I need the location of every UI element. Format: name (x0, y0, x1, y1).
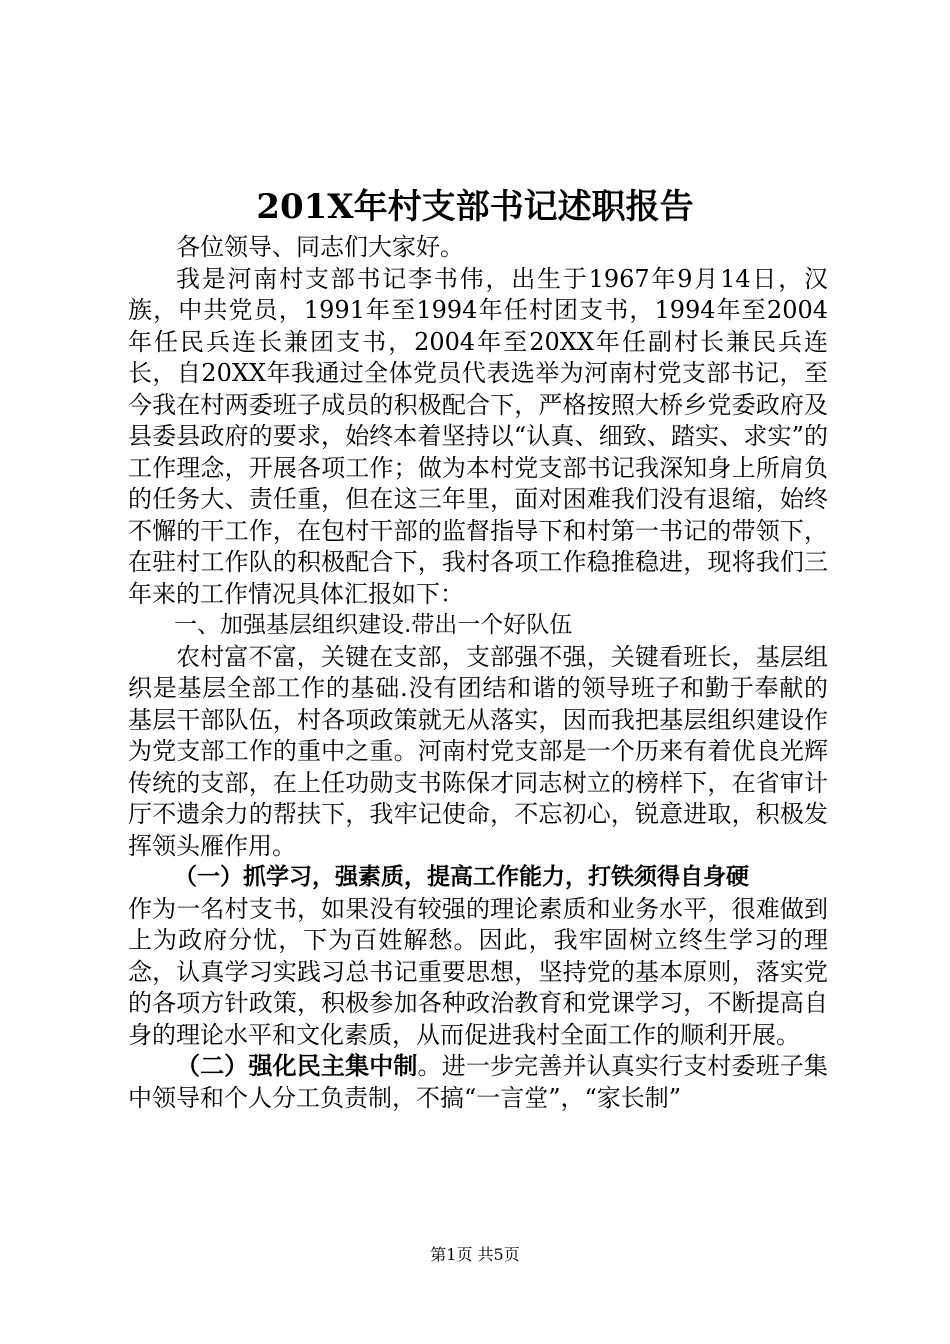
subsection-2-paragraph (128, 1051, 828, 1114)
greeting-paragraph: 各位领导、同志们大家好。 (176, 233, 464, 261)
section-1-heading: 一、加强基层组织建设.带出一个好队伍 (174, 612, 573, 638)
subsection-1-heading: （一）抓学习，强素质，提高工作能力，打铁须得自身硬 (174, 864, 749, 890)
section-1-paragraph: 农村富不富，关键在支部，支部强不强，关键看班长，基层组织是基层全部工作的基础.没有团结和谐的领导班子和勤于奉献的基层干部队伍，村各项政策就无从落实，因而我把基层组织建设作为党支部工作的重中之重。河南村党支部是一个历来有着优良光辉传统的支部，在上任功勋支书陈保才同志树立的榜样下，在省审计厅不遗余力的帮扶下，我牢记使命，不忘初心，锐意进取，积极发挥领头雁作用。 (128, 642, 828, 860)
document-body (128, 232, 828, 1114)
subsection-2-text: 。进一步完善并认真实行支村委班子集中领导和个人分工负责制，不搞“一言堂”，“家长制” (128, 1052, 829, 1112)
page-indicator: 第1页 共5页 (430, 1245, 520, 1264)
intro-paragraph: 我是河南村支部书记李书伟，出生于1967年9月14日，汉族，中共党员，1991年至1994年任村团支书，1994年至2004年任民兵连长兼团支书，2004年至20XX年任副村长兼民兵连长，自20XX年我通过全体党员代表选举为河南村党支部书记，至今我在村两委班子成员的积极配合下，严格按照大桥乡党委政府及县委县政府的要求，始终本着坚持以“认真、细致、踏实、求实”的工作理念，开展各项工作；做为本村党支部书记我深知身上所肩负的任务大、责任重，但在这三年里，面对困难我们没有退缩，始终不懈的干工作，在包村干部的监督指导下和村第一书记的带领下，在驻村工作队的积极配合下，我村各项工作稳推稳进，现将我们三年来的工作情况具体汇报如下： (128, 264, 828, 608)
document-title: 201X年村支部书记述职报告 (256, 187, 694, 227)
subsection-1-paragraph: 作为一名村支书，如果没有较强的理论素质和业务水平，很难做到上为政府分忧，下为百姓解愁。因此，我牢固树立终生学习的理念，认真学习实践习总书记重要思想，坚持党的基本原则，落实党的各项方针政策，积极参加各种政治教育和党课学习，不断提高自身的理论水平和文化素质，从而促进我村全面工作的顺利开展。 (128, 894, 828, 1049)
subsection-2-heading: （二）强化民主集中制 (176, 1052, 418, 1080)
